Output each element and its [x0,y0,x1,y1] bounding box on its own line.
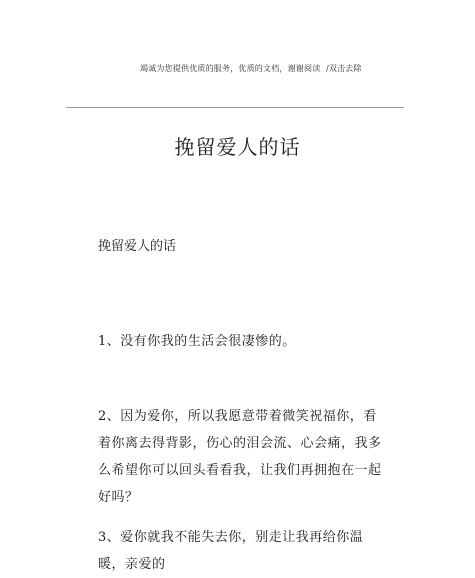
document-subtitle: 挽留爱人的话 [98,239,177,254]
header-note-remove-hint: /双击去除 [326,64,362,73]
paragraph-3: 3、爱你就我不能失去你，别走让我再给你温暖，亲爱的 [98,530,364,572]
header-note-text: 竭诚为您提供优质的服务，优质的文档，谢谢阅读 [140,64,321,73]
paragraph-1: 1、没有你我的生活会很凄惨的。 [98,334,296,349]
header-note [140,63,440,74]
document-title: 挽留爱人的话 [174,135,301,159]
header-divider [66,107,404,108]
paragraph-2: 2、因为爱你，所以我愿意带着微笑祝福你，看着你离去得背影，伤心的泪会流、心会痛，我多么希望你可以回头看看我，让我们再拥抱在一起好吗？ [98,409,382,505]
